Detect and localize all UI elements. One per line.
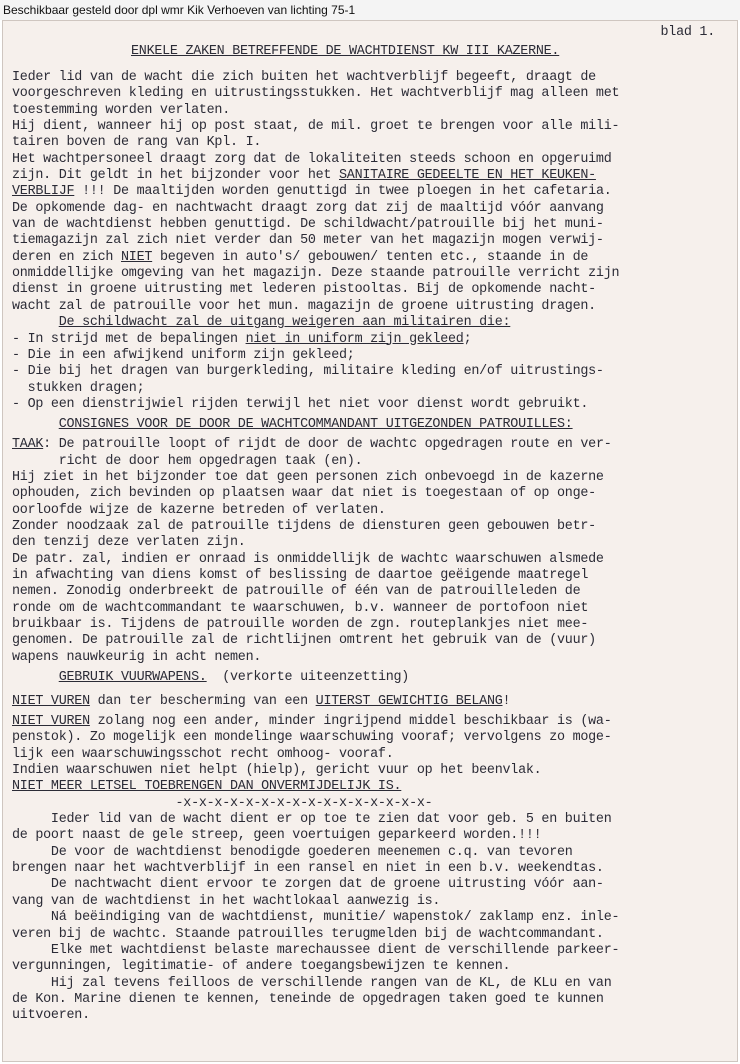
text-line [12, 601, 619, 617]
line-text: - Die bij het dragen van burgerkleding, militaire kleding en/of uitrustings- [12, 364, 604, 380]
text-line [12, 763, 619, 779]
text-line [12, 282, 619, 298]
text-line [12, 119, 619, 135]
underlined-text: CONSIGNES VOOR DE DOOR DE WACHTCOMMANDANT UITGEZONDEN PATROUILLES: [58, 417, 573, 433]
text-line [12, 714, 619, 730]
text-line [12, 910, 619, 926]
line-text: zolang nog een ander, minder ingrijpend middel beschikbaar is (wa- [89, 714, 612, 730]
underlined-text: GEBRUIK VUURWAPENS. [58, 670, 207, 686]
line-text: Hij zal tevens feilloos de verschillende rangen van de KL, de KLu en van [12, 975, 612, 991]
line-text: uitvoeren. [12, 1008, 90, 1024]
line-text: oorloofde wijze de kazerne betreden of verlaten. [12, 502, 386, 518]
text-line [12, 217, 619, 233]
text-line [12, 796, 619, 812]
line-text: Het wachtpersoneel draagt zorg dat de lokaliteiten steeds schoon en opgeruimd [12, 151, 612, 167]
line-text: De nachtwacht dient ervoor te zorgen dat de groene uitrusting vóór aan- [12, 877, 604, 893]
line-text: Ieder lid van de wacht dient er op toe te zien dat voor geb. 5 en buiten [12, 812, 612, 828]
text-line [12, 1008, 619, 1024]
text-line [12, 486, 619, 502]
text-line [12, 730, 619, 746]
line-text: dienst in groene uitrusting met lederen pistooltas. Bij de opkomende nacht- [12, 282, 596, 298]
line-text: Ieder lid van de wacht die zich buiten het wachtverblijf begeeft, draagt de [12, 70, 596, 85]
text-line [12, 617, 619, 633]
line-text: nemen. Zonodig onderbreekt de patrouille of één van de patrouilleleden de [12, 584, 581, 600]
underlined-text: SANITAIRE GEDEELTE EN HET KEUKEN- [339, 168, 596, 184]
text-line [12, 976, 619, 992]
text-line [12, 552, 619, 568]
line-text: vergunningen, legitimatie- of andere toegangsbewijzen te kennen. [12, 959, 511, 975]
page-number: blad 1. [660, 25, 715, 40]
text-line [12, 877, 619, 893]
text-line [12, 584, 619, 600]
text-line [12, 650, 619, 666]
text-line [12, 135, 619, 151]
line-text: den tenzij deze verlaten zijn. [12, 535, 246, 551]
line-text: ophouden, zich bevinden op plaatsen waar dat niet is toegestaan of op onge- [12, 486, 596, 502]
line-text: ronde om de wachtcommandant te waarschuwen, b.v. wanneer de portofoon niet [12, 600, 589, 616]
text-line [12, 364, 619, 380]
line-text: -x-x-x-x-x-x-x-x-x-x-x-x-x-x-x-x- [12, 795, 433, 811]
text-line [12, 503, 619, 519]
line-text: stukken dragen; [12, 380, 145, 396]
line-text: Ná beëindiging van de wachtdienst, munitie/ wapenstok/ zaklamp enz. inle- [12, 910, 620, 926]
line-text: De opkomende dag- en nachtwacht draagt zorg dat zij de maaltijd vóór aanvang [12, 200, 604, 216]
line-text: wacht zal de patrouille voor het mun. magazijn de groene uitrusting dragen. [12, 298, 596, 314]
line-text [12, 670, 59, 685]
line-text: ! [502, 694, 511, 710]
text-line [12, 927, 619, 943]
line-text: voorgeschreven kleding en uitrustingsstukken. Het wachtverblijf mag alleen met [12, 86, 620, 102]
text-line [12, 70, 619, 86]
text-line [12, 168, 619, 184]
text-line [12, 992, 619, 1008]
line-text: : De patrouille loopt of rijdt de door de wachtc opgedragen route en ver- [43, 437, 612, 453]
text-line [12, 86, 619, 102]
underlined-text: NIET [121, 249, 153, 265]
line-text: bruikbaar is. Tijdens de patrouille worden de zgn. routeplankjes niet mee- [12, 617, 589, 632]
text-line [12, 250, 619, 266]
line-text: penstok). Zo mogelijk een mondelinge waarschuwing vooraf; vervolgens zo moge- [12, 730, 612, 746]
text-line [12, 943, 619, 959]
underlined-text: De schildwacht zal de uitgang weigeren aan militairen die: [58, 315, 511, 331]
line-text: Indien waarschuwen niet helpt (hielp), gericht vuur op het beenvlak. [12, 763, 542, 779]
text-line [12, 381, 619, 397]
underlined-text: NIET MEER LETSEL TOEBRENGEN DAN ONVERMIJDELIJK IS. [12, 779, 402, 795]
line-text: veren bij de wachtc. Staande patrouilles terugmelden bij de wachtcommandant. [12, 926, 604, 942]
text-line [12, 437, 619, 453]
text-line [12, 184, 619, 200]
text-line [12, 152, 619, 168]
text-line [12, 413, 619, 437]
line-text: tiemagazijn zal zich niet verder dan 50 meter van het magazijn mogen verwij- [12, 233, 604, 249]
line-text: van de wachtdienst hebben genuttigd. De schildwacht/patrouille bij het muni- [12, 217, 604, 233]
text-line [12, 666, 619, 690]
line-text: Hij ziet in het bijzonder toe dat geen personen zich onbevoegd in de kazerne [12, 469, 604, 485]
line-text: de Kon. Marine dienen te kennen, teneinde de opgedragen taken goed te kunnen [12, 991, 604, 1007]
line-text: - Op een dienstrijwiel rijden terwijl het niet voor dienst wordt gebruikt. [12, 396, 589, 412]
text-line [12, 845, 619, 861]
line-text: in afwachting van diens komst of beslissing de daartoe geëigende maatregel [12, 567, 589, 583]
text-line [12, 470, 619, 486]
underlined-text: TAAK [12, 437, 44, 453]
text-line [12, 266, 619, 282]
text-line [12, 747, 619, 763]
document-title: ENKELE ZAKEN BETREFFENDE DE WACHTDIENST KW III KAZERNE. [131, 44, 560, 59]
text-line [12, 332, 619, 348]
line-text: Hij dient, wanneer hij op post staat, de mil. groet te brengen voor alle mili- [12, 119, 620, 135]
underlined-text: VERBLIJF [12, 184, 75, 200]
line-text: De patr. zal, indien er onraad is onmiddellijk de wachtc waarschuwen alsmede [12, 551, 604, 567]
line-text: ; [463, 331, 472, 347]
text-line [12, 861, 619, 877]
line-text: (verkorte uiteenzetting) [206, 670, 410, 686]
line-text: dan ter bescherming van een [89, 694, 316, 710]
underlined-text: NIET VUREN [12, 714, 90, 730]
line-text: zijn. Dit geldt in het bijzonder voor het [12, 168, 339, 184]
line-text: onmiddellijke omgeving van het magazijn. Deze staande patrouille verricht zijn [12, 266, 620, 282]
text-line [12, 519, 619, 535]
underlined-text: UITERST GEWICHTIG BELANG [315, 694, 503, 710]
image-caption: Beschikbaar gesteld door dpl wmr Kik Verhoeven van lichting 75-1 [0, 0, 740, 20]
text-line [12, 959, 619, 975]
text-line [12, 828, 619, 844]
text-line [12, 779, 619, 795]
text-line [12, 535, 619, 551]
line-text: !!! De maaltijden worden genuttigd in twee ploegen in het cafetaria. [74, 184, 612, 200]
text-line [12, 690, 619, 714]
line-text [12, 315, 59, 330]
text-line [12, 397, 619, 413]
document-body [12, 70, 619, 1025]
line-text: wapens nauwkeurig in acht nemen. [12, 649, 262, 665]
line-text: vang van de wachtdienst in het wachtlokaal aanwezig is. [12, 893, 441, 909]
line-text: Zonder noodzaak zal de patrouille tijdens de diensturen geen gebouwen betr- [12, 518, 596, 534]
line-text: begeven in auto's/ gebouwen/ tenten etc., staande in de [152, 249, 589, 265]
line-text: lijk een waarschuwingsschot recht omhoog- vooraf. [12, 746, 394, 762]
underlined-text: niet in uniform zijn gekleed [245, 331, 464, 347]
text-line [12, 894, 619, 910]
underlined-text: NIET VUREN [12, 694, 90, 710]
line-text: - Die in een afwijkend uniform zijn gekleed; [12, 347, 355, 363]
line-text: brengen naar het wachtverblijf in een ransel en niet in een b.v. weekendtas. [12, 861, 604, 877]
text-line [12, 103, 619, 119]
line-text [12, 417, 59, 432]
text-line [12, 299, 619, 315]
line-text: toestemming worden verlaten. [12, 102, 230, 118]
text-line [12, 233, 619, 249]
line-text: Elke met wachtdienst belaste marechaussee dient de verschillende parkeer- [12, 942, 620, 958]
line-text: - In strijd met de bepalingen [12, 331, 246, 347]
text-line [12, 812, 619, 828]
line-text: richt de door hem opgedragen taak (en). [12, 453, 363, 469]
text-line [12, 201, 619, 217]
text-line [12, 454, 619, 470]
line-text: tairen boven de rang van Kpl. I. [12, 135, 262, 151]
text-line [12, 568, 619, 584]
text-line [12, 348, 619, 364]
text-line [12, 315, 619, 331]
line-text: de poort naast de gele streep, geen voertuigen geparkeerd worden.!!! [12, 828, 542, 844]
typed-document-page [2, 20, 738, 1062]
line-text: De voor de wachtdienst benodigde goederen meenemen c.q. van tevoren [12, 844, 573, 860]
text-line [12, 633, 619, 649]
line-text: deren en zich [12, 249, 121, 265]
line-text: genomen. De patrouille zal de richtlijnen omtrent het gebruik van de (vuur) [12, 633, 596, 649]
